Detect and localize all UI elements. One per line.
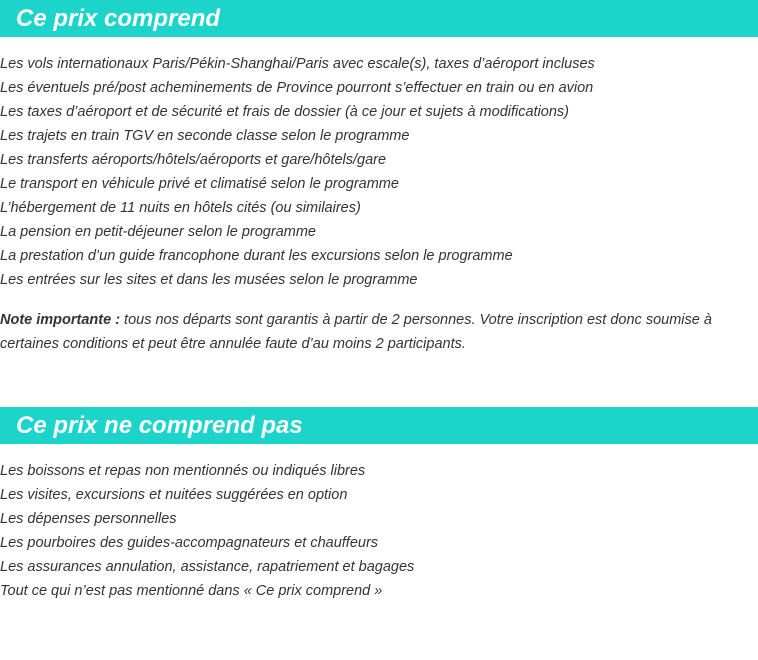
list-item: Les visites, excursions et nuitées suggérées en option	[0, 487, 348, 503]
list-item: Les pourboires des guides-accompagnateurs et chauffeurs	[0, 535, 379, 551]
list-item: Les éventuels pré/post acheminements de Province pourront s’effectuer en train ou en avion	[0, 80, 594, 96]
list-item: Les boissons et repas non mentionnés ou indiqués libres	[0, 463, 366, 479]
list-item: Les assurances annulation, assistance, rapatriement et bagages	[0, 559, 415, 575]
section-title-included: Ce prix comprend	[0, 0, 758, 37]
list-item: Le transport en véhicule privé et climatisé selon le programme	[0, 176, 399, 192]
included-list	[0, 52, 758, 292]
list-item: Les taxes d’aéroport et de sécurité et frais de dossier (à ce jour et sujets à modifications)	[0, 104, 570, 120]
list-item: Les vols internationaux Paris/Pékin-Shanghai/Paris avec escale(s), taxes d’aéroport incluses	[0, 56, 595, 72]
note-text: tous nos départs sont garantis à partir de 2 personnes. Votre inscription est donc soumise à certaines conditions et peut être annulée faute d’au moins 2 participants.	[0, 312, 712, 352]
note-label: Note importante :	[0, 312, 121, 328]
list-item: La prestation d’un guide francophone durant les excursions selon le programme	[0, 248, 513, 264]
section-title-excluded: Ce prix ne comprend pas	[0, 407, 758, 444]
excluded-list	[0, 459, 758, 603]
list-item: Les trajets en train TGV en seconde classe selon le programme	[0, 128, 410, 144]
list-item: La pension en petit-déjeuner selon le programme	[0, 224, 316, 240]
list-item: Les entrées sur les sites et dans les musées selon le programme	[0, 272, 418, 288]
list-item: L’hébergement de 11 nuits en hôtels cités (ou similaires)	[0, 200, 361, 216]
list-item: Les dépenses personnelles	[0, 511, 177, 527]
list-item: Tout ce qui n’est pas mentionné dans « Ce prix comprend »	[0, 583, 383, 599]
list-item: Les transferts aéroports/hôtels/aéroports et gare/hôtels/gare	[0, 152, 387, 168]
important-note	[0, 308, 756, 356]
